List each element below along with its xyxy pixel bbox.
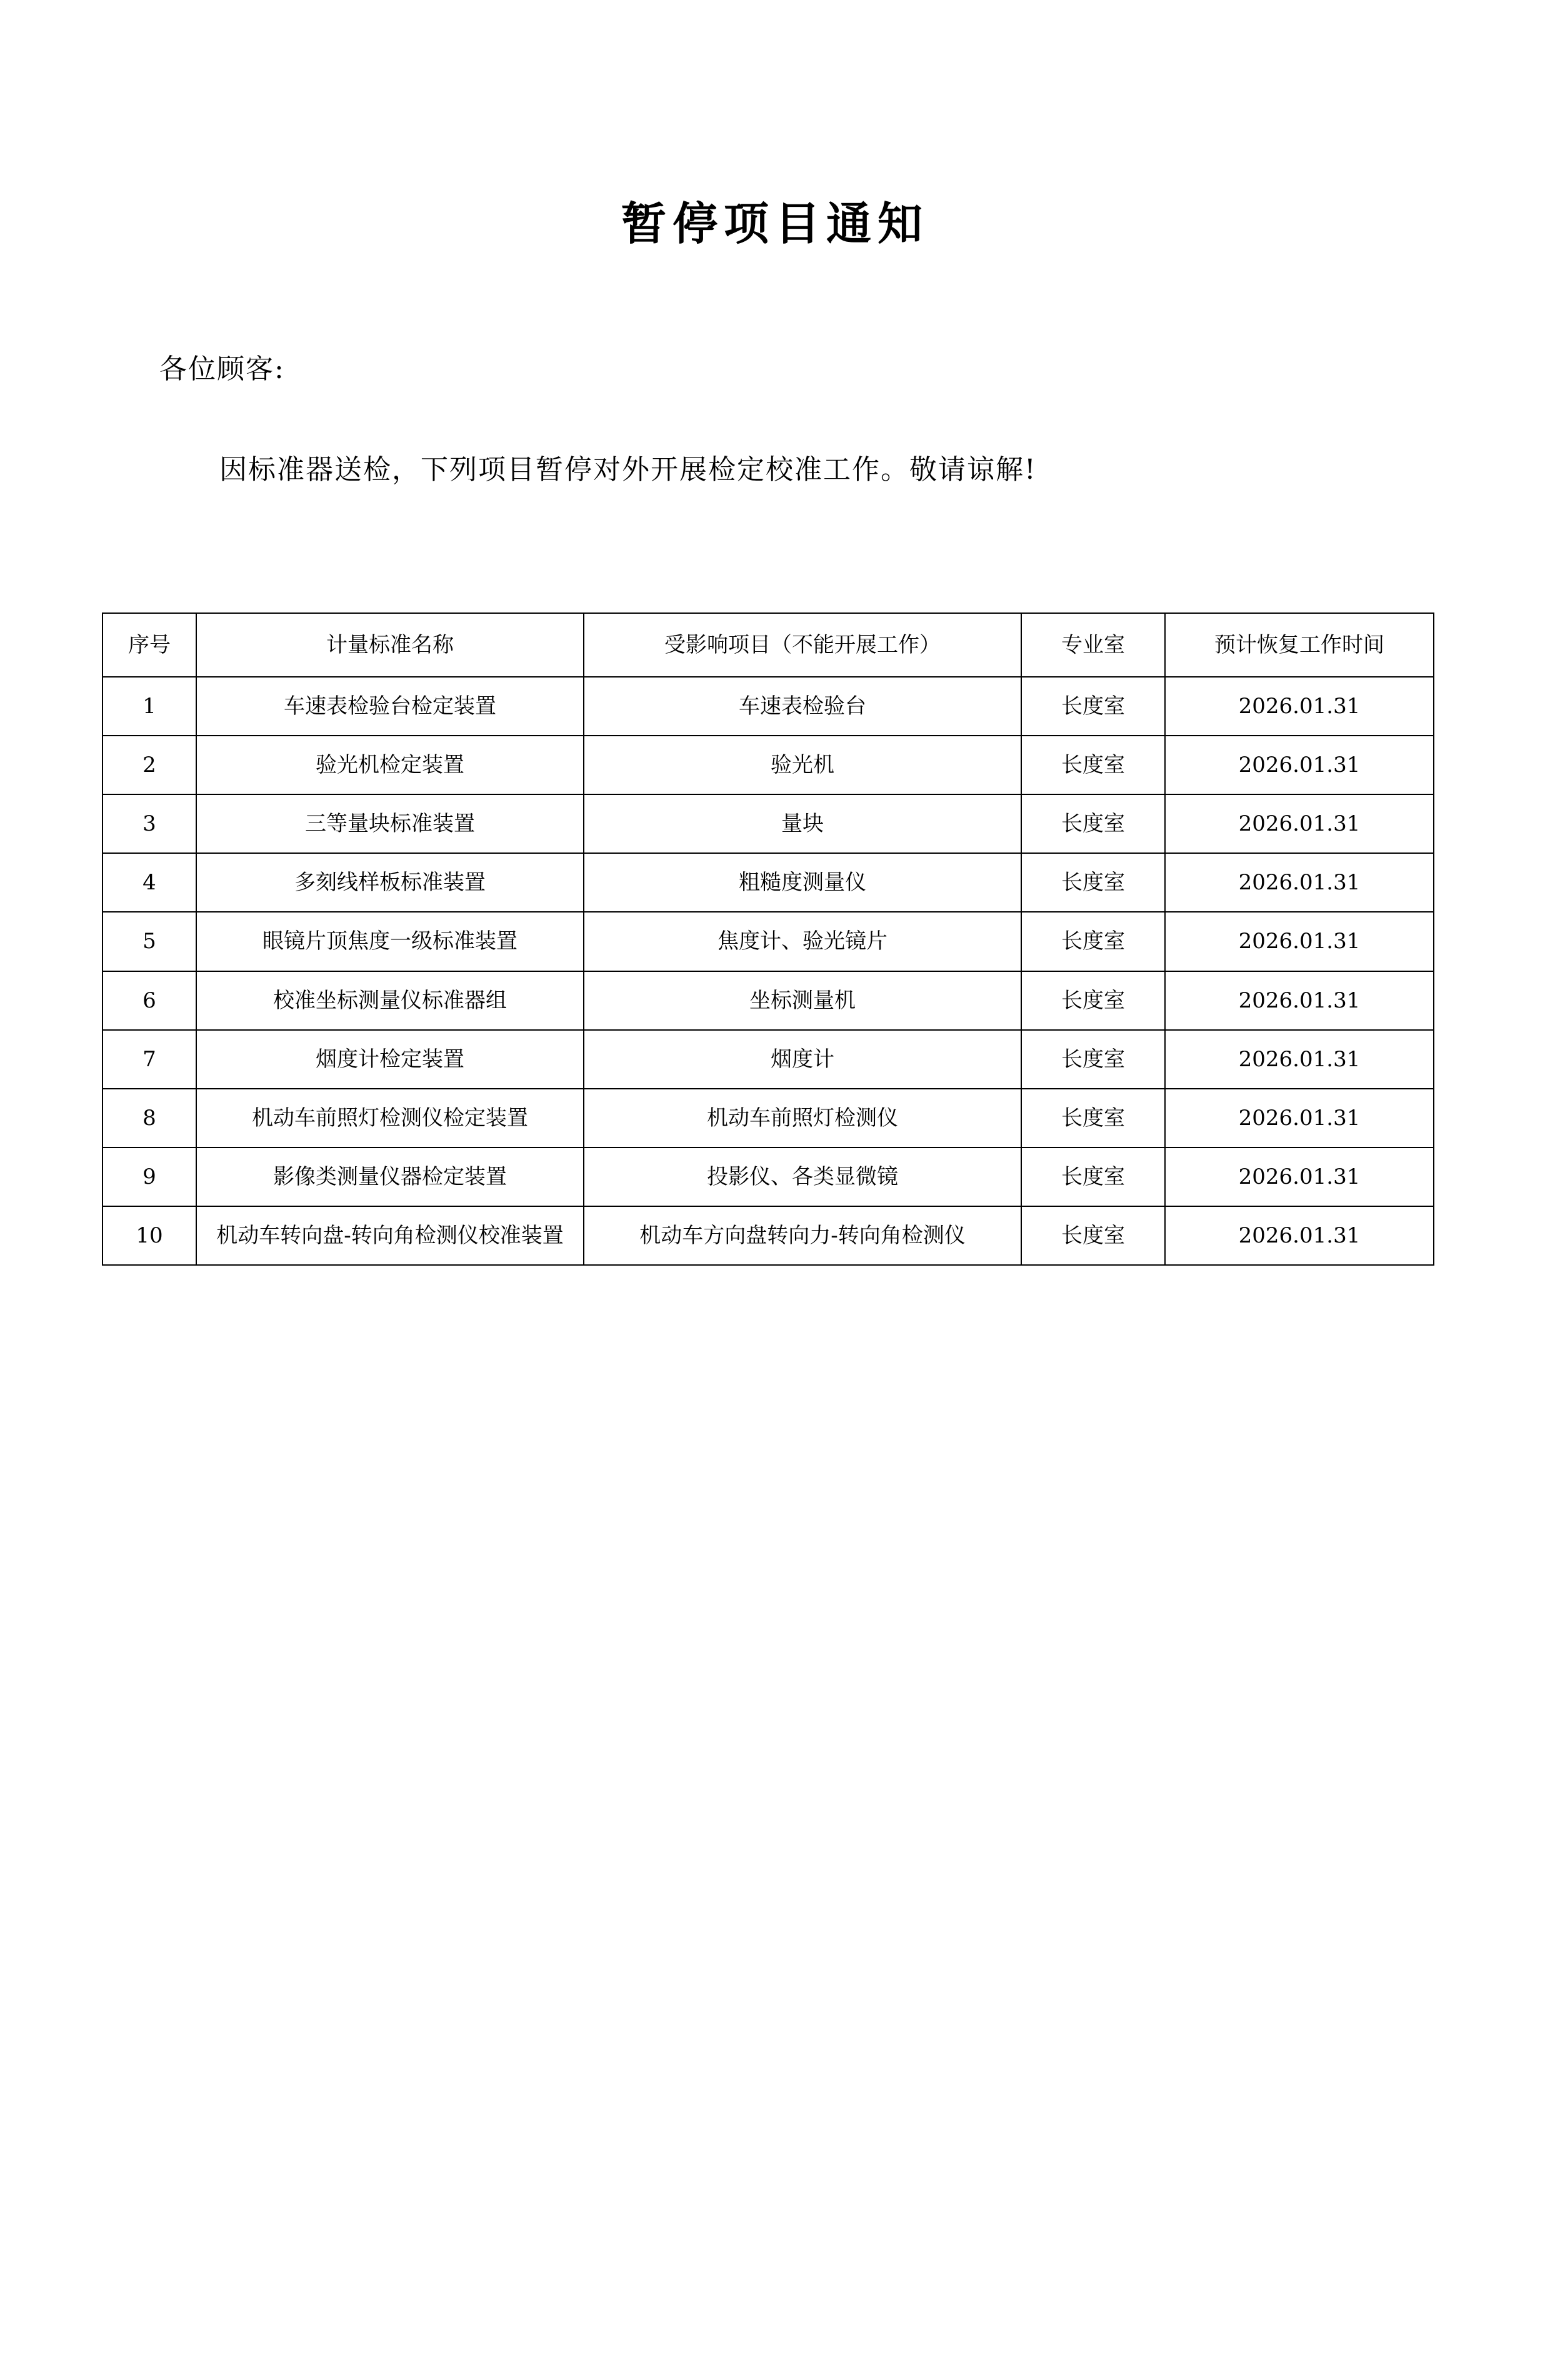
column-header-standard: 计量标准名称 xyxy=(196,613,584,677)
cell-standard: 影像类测量仪器检定装置 xyxy=(196,1148,584,1206)
cell-standard: 机动车转向盘-转向角检测仪校准装置 xyxy=(196,1206,584,1265)
cell-project: 坐标测量机 xyxy=(584,971,1021,1030)
cell-project: 粗糙度测量仪 xyxy=(584,853,1021,912)
cell-department: 长度室 xyxy=(1021,853,1165,912)
cell-standard: 机动车前照灯检测仪检定装置 xyxy=(196,1089,584,1148)
cell-index: 6 xyxy=(102,971,196,1030)
table-row xyxy=(102,912,1434,971)
cell-department: 长度室 xyxy=(1021,1030,1165,1089)
table-row xyxy=(102,794,1434,853)
affected-projects-table xyxy=(102,612,1434,1266)
table-row xyxy=(102,1206,1434,1265)
table-body xyxy=(102,677,1434,1265)
cell-index: 10 xyxy=(102,1206,196,1265)
column-header-recovery: 预计恢复工作时间 xyxy=(1165,613,1434,677)
cell-department: 长度室 xyxy=(1021,1148,1165,1206)
table-row xyxy=(102,1030,1434,1089)
cell-recovery: 2026.01.31 xyxy=(1165,736,1434,794)
cell-standard: 烟度计检定装置 xyxy=(196,1030,584,1089)
cell-index: 2 xyxy=(102,736,196,794)
cell-project: 量块 xyxy=(584,794,1021,853)
cell-index: 4 xyxy=(102,853,196,912)
cell-index: 9 xyxy=(102,1148,196,1206)
cell-index: 5 xyxy=(102,912,196,971)
column-header-project: 受影响项目（不能开展工作） xyxy=(584,613,1021,677)
table-row xyxy=(102,736,1434,794)
cell-standard: 验光机检定装置 xyxy=(196,736,584,794)
cell-recovery: 2026.01.31 xyxy=(1165,1206,1434,1265)
page-title: 暂停项目通知 xyxy=(621,197,929,250)
document-page xyxy=(0,188,1550,2380)
table-row xyxy=(102,1089,1434,1148)
cell-project: 验光机 xyxy=(584,736,1021,794)
cell-recovery: 2026.01.31 xyxy=(1165,1030,1434,1089)
column-header-index: 序号 xyxy=(102,613,196,677)
cell-department: 长度室 xyxy=(1021,912,1165,971)
cell-project: 投影仪、各类显微镜 xyxy=(584,1148,1021,1206)
table-row xyxy=(102,1148,1434,1206)
cell-index: 3 xyxy=(102,794,196,853)
cell-project: 机动车前照灯检测仪 xyxy=(584,1089,1021,1148)
cell-project: 烟度计 xyxy=(584,1030,1021,1089)
cell-department: 长度室 xyxy=(1021,1089,1165,1148)
salutation-text: 各位顾客: xyxy=(159,353,285,385)
cell-recovery: 2026.01.31 xyxy=(1165,971,1434,1030)
cell-project: 焦度计、验光镜片 xyxy=(584,912,1021,971)
cell-department: 长度室 xyxy=(1021,677,1165,736)
cell-department: 长度室 xyxy=(1021,971,1165,1030)
table-row xyxy=(102,677,1434,736)
cell-standard: 车速表检验台检定装置 xyxy=(196,677,584,736)
cell-standard: 三等量块标准装置 xyxy=(196,794,584,853)
table-header-row xyxy=(102,613,1434,677)
cell-standard: 眼镜片顶焦度一级标准装置 xyxy=(196,912,584,971)
cell-index: 1 xyxy=(102,677,196,736)
cell-project: 车速表检验台 xyxy=(584,677,1021,736)
cell-recovery: 2026.01.31 xyxy=(1165,794,1434,853)
cell-standard: 校准坐标测量仪标准器组 xyxy=(196,971,584,1030)
cell-recovery: 2026.01.31 xyxy=(1165,1089,1434,1148)
cell-recovery: 2026.01.31 xyxy=(1165,1148,1434,1206)
cell-department: 长度室 xyxy=(1021,736,1165,794)
cell-project: 机动车方向盘转向力-转向角检测仪 xyxy=(584,1206,1021,1265)
cell-recovery: 2026.01.31 xyxy=(1165,912,1434,971)
notice-paragraph: 因标准器送检，下列项目暂停对外开展检定校准工作。敬请谅解! xyxy=(219,454,1037,486)
table-row xyxy=(102,971,1434,1030)
cell-recovery: 2026.01.31 xyxy=(1165,853,1434,912)
cell-index: 7 xyxy=(102,1030,196,1089)
cell-standard: 多刻线样板标准装置 xyxy=(196,853,584,912)
cell-department: 长度室 xyxy=(1021,1206,1165,1265)
column-header-department: 专业室 xyxy=(1021,613,1165,677)
cell-index: 8 xyxy=(102,1089,196,1148)
cell-recovery: 2026.01.31 xyxy=(1165,677,1434,736)
table-row xyxy=(102,853,1434,912)
cell-department: 长度室 xyxy=(1021,794,1165,853)
